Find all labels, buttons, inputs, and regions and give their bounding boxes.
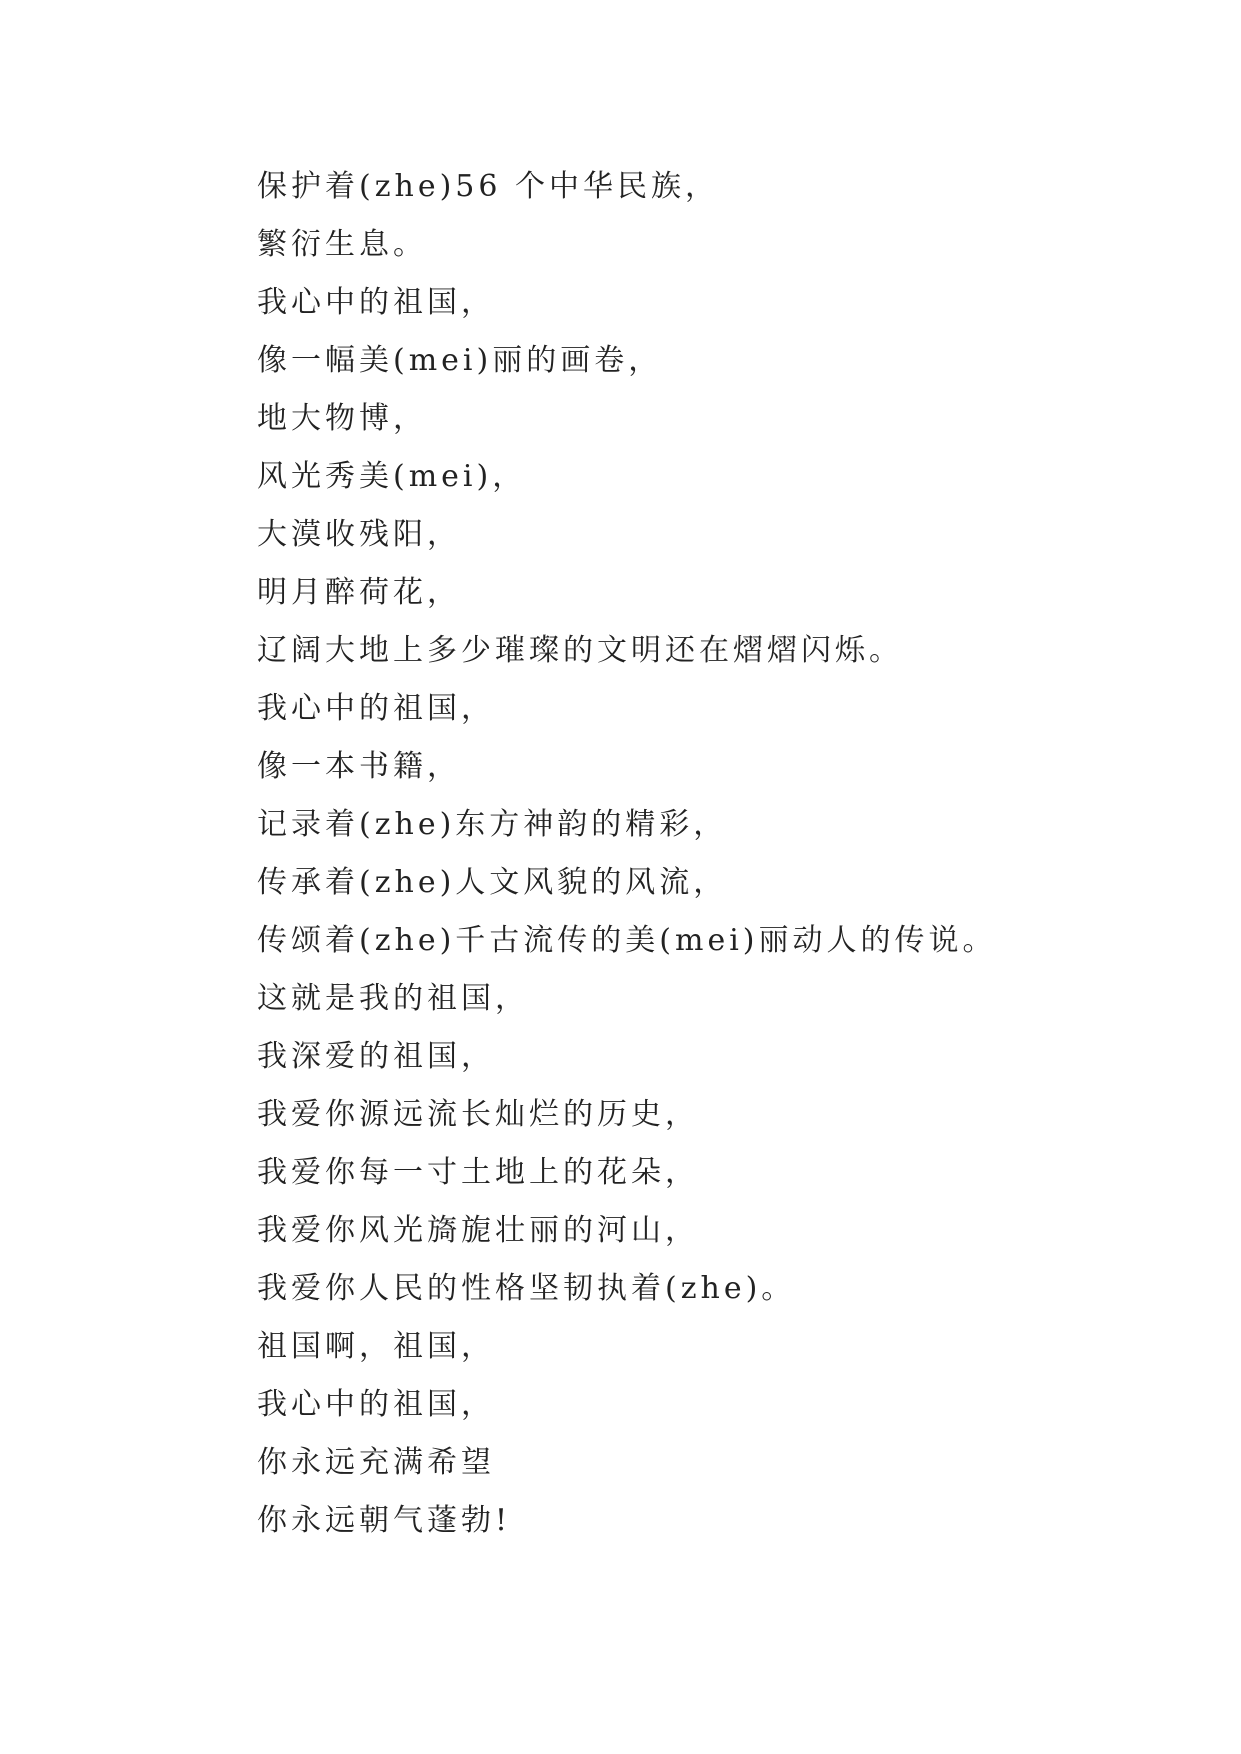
poem-line: 我爱你源远流长灿烂的历史， [257,1097,699,1132]
poem-line: 像一本书籍， [257,749,461,784]
poem-line: 我心中的祖国， [257,691,495,726]
poem-line: 我爱你风光旖旎壮丽的河山， [257,1213,699,1248]
poem-line: 辽阔大地上多少璀璨的文明还在熠熠闪烁。 [257,633,903,668]
poem-line: 繁衍生息。 [257,227,427,262]
poem-line: 你永远朝气蓬勃! [257,1503,512,1538]
poem-line: 保护着(zhe)56 个中华民族， [257,169,719,204]
poem-line: 传颂着(zhe)千古流传的美(mei)丽动人的传说。 [257,923,997,958]
poem-line: 大漠收残阳， [257,517,461,552]
poem-line: 传承着(zhe)人文风貌的风流， [257,865,728,900]
poem-line: 我爱你每一寸土地上的花朵， [257,1155,699,1190]
poem-body [257,158,1157,1550]
poem-line: 风光秀美(mei)， [257,459,527,494]
poem-line: 你永远充满希望 [257,1445,495,1480]
poem-line: 我爱你人民的性格坚韧执着(zhe)。 [257,1271,796,1306]
poem-line: 像一幅美(mei)丽的画卷， [257,343,663,378]
poem-line: 祖国啊，祖国， [257,1329,495,1364]
poem-line: 明月醉荷花， [257,575,461,610]
poem-line: 我深爱的祖国， [257,1039,495,1074]
poem-line: 地大物博， [257,401,427,436]
poem-line: 我心中的祖国， [257,1387,495,1422]
poem-line: 这就是我的祖国， [257,981,529,1016]
poem-line: 我心中的祖国， [257,285,495,320]
poem-line: 记录着(zhe)东方神韵的精彩， [257,807,728,842]
